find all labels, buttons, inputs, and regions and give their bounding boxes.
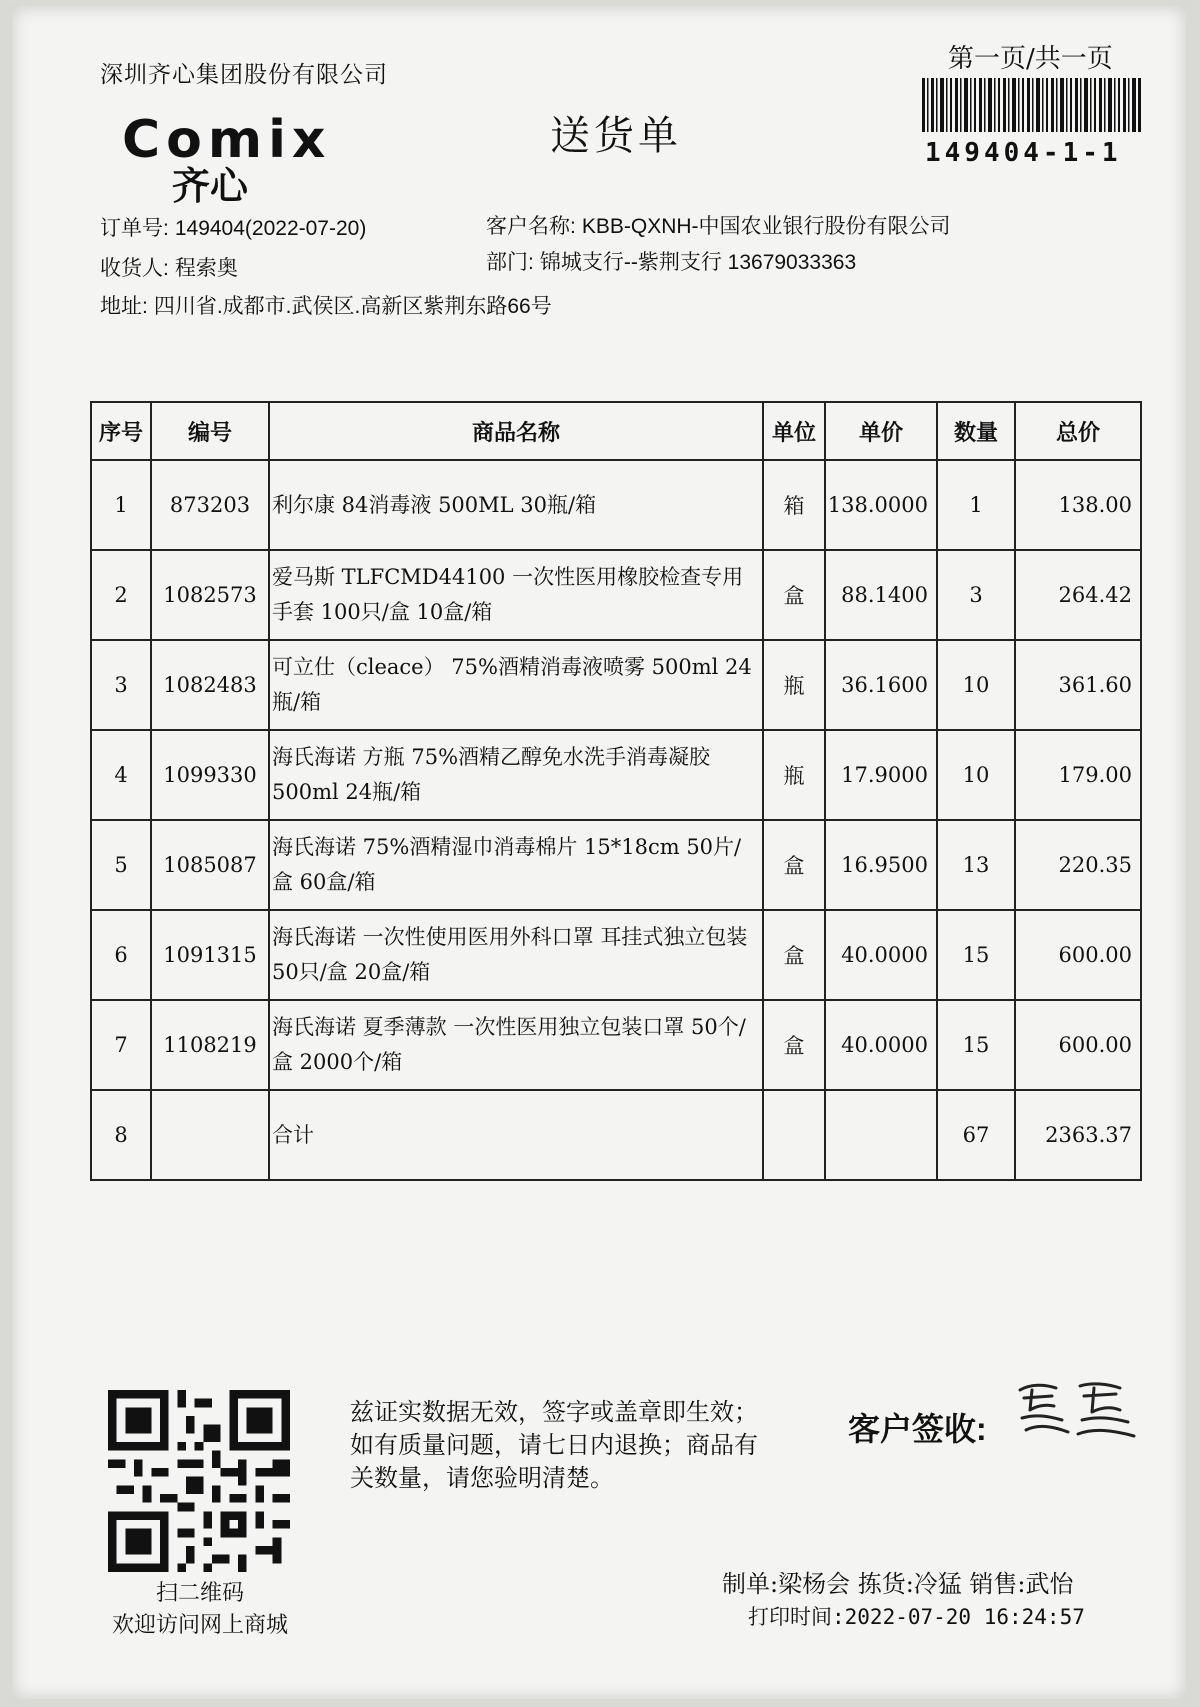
qr-caption-line-2: 欢迎访问网上商城	[111, 1612, 288, 1638]
cell-product-name: 海氏海诺 75%酒精湿巾消毒棉片 15*18cm 50片/盒 60盒/箱	[269, 820, 763, 910]
page-info: 第一页/共一页	[948, 44, 1113, 74]
cell-total: 179.00	[1015, 730, 1141, 820]
department-value: 锦城支行--紫荆支行 13679033363	[539, 251, 857, 274]
table-header-row	[91, 402, 1141, 460]
column-header: 商品名称	[269, 402, 763, 460]
cell-quantity: 15	[937, 910, 1015, 1000]
order-number-label: 订单号:	[100, 217, 169, 240]
cell-seq: 2	[91, 550, 151, 640]
cell-seq: 8	[91, 1090, 151, 1180]
cell-product-name: 海氏海诺 方瓶 75%酒精乙醇免水洗手消毒凝胶 500ml 24瓶/箱	[269, 730, 763, 820]
cell-unit-price: 40.0000	[825, 1000, 937, 1090]
cell-seq: 3	[91, 640, 151, 730]
delivery-note-paper	[12, 6, 1186, 1699]
cell-summary-label: 合计	[269, 1090, 763, 1180]
cell-product-name: 爱马斯 TLFCMD44100 一次性医用橡胶检查专用手套 100只/盒 10盒/箱	[269, 550, 763, 640]
cell-code: 1099330	[151, 730, 269, 820]
table-row	[91, 550, 1141, 640]
handwritten-signature-icon	[1012, 1376, 1142, 1446]
cell-unit: 盒	[763, 820, 825, 910]
cell-code	[151, 1090, 269, 1180]
department-label: 部门:	[486, 251, 534, 274]
notice-text: 兹证实数据无效，签字或盖章即生效；如有质量问题，请七日内退换；商品有关数量，请您验明清楚。	[350, 1399, 758, 1493]
cell-code: 1082483	[151, 640, 269, 730]
cell-total: 138.00	[1015, 460, 1141, 550]
receiver-row	[100, 252, 238, 282]
cell-code: 1108219	[151, 1000, 269, 1090]
cell-unit-price: 17.9000	[825, 730, 937, 820]
order-number-row	[100, 212, 366, 242]
receiver-value: 程索奥	[174, 257, 238, 280]
qr-caption	[92, 1578, 308, 1642]
cell-unit: 箱	[763, 460, 825, 550]
cell-unit: 瓶	[763, 730, 825, 820]
cell-seq: 7	[91, 1000, 151, 1090]
column-header: 总价	[1015, 402, 1141, 460]
cell-total: 600.00	[1015, 910, 1141, 1000]
order-number-value: 149404(2022-07-20)	[174, 217, 367, 240]
cell-product-name: 可立仕（cleace） 75%酒精消毒液喷雾 500ml 24瓶/箱	[269, 640, 763, 730]
address-row	[100, 290, 552, 320]
column-header: 编号	[151, 402, 269, 460]
cell-quantity: 10	[937, 730, 1015, 820]
cell-unit-price: 138.0000	[825, 460, 937, 550]
cell-unit	[763, 1090, 825, 1180]
cell-code: 1082573	[151, 550, 269, 640]
table-row	[91, 910, 1141, 1000]
cell-seq: 1	[91, 460, 151, 550]
cell-total: 264.42	[1015, 550, 1141, 640]
cell-grand-total: 2363.37	[1015, 1090, 1141, 1180]
logo-chinese: 齐心	[172, 164, 249, 208]
cell-unit: 瓶	[763, 640, 825, 730]
receiver-label: 收货人:	[100, 257, 169, 280]
table-row	[91, 1000, 1141, 1090]
cell-quantity: 15	[937, 1000, 1015, 1090]
company-name: 深圳齐心集团股份有限公司	[100, 61, 388, 87]
barcode-number: 149404-1-1	[925, 138, 1122, 168]
cell-product-name: 海氏海诺 一次性使用医用外科口罩 耳挂式独立包装 50只/盒 20盒/箱	[269, 910, 763, 1000]
table-row	[91, 460, 1141, 550]
goods-table	[90, 401, 1142, 1181]
column-header: 单价	[825, 402, 937, 460]
column-header: 数量	[937, 402, 1015, 460]
cell-unit: 盒	[763, 550, 825, 640]
document-title: 送货单	[550, 114, 682, 158]
cell-unit-price	[825, 1090, 937, 1180]
cell-quantity-total: 67	[937, 1090, 1015, 1180]
cell-code: 1091315	[151, 910, 269, 1000]
cell-unit-price: 36.1600	[825, 640, 937, 730]
qr-code-icon	[108, 1390, 290, 1572]
cell-unit: 盒	[763, 1000, 825, 1090]
cell-product-name: 利尔康 84消毒液 500ML 30瓶/箱	[269, 460, 763, 550]
cell-total: 361.60	[1015, 640, 1141, 730]
table-row	[91, 640, 1141, 730]
cell-unit-price: 16.9500	[825, 820, 937, 910]
customer-label: 客户名称:	[486, 215, 576, 238]
department-row	[486, 246, 856, 276]
customer-signature-label: 客户签收:	[848, 1411, 987, 1447]
cell-quantity: 13	[937, 820, 1015, 910]
cell-code: 1085087	[151, 820, 269, 910]
cell-seq: 4	[91, 730, 151, 820]
customer-value: KBB-QXNH-中国农业银行股份有限公司	[581, 215, 951, 238]
cell-quantity: 3	[937, 550, 1015, 640]
cell-product-name: 海氏海诺 夏季薄款 一次性医用独立包装口罩 50个/盒 2000个/箱	[269, 1000, 763, 1090]
print-time: 打印时间:2022-07-20 16:24:57	[748, 1605, 1085, 1629]
cell-unit-price: 40.0000	[825, 910, 937, 1000]
address-value: 四川省.成都市.武侯区.高新区紫荆东路66号	[153, 295, 552, 318]
cell-quantity: 1	[937, 460, 1015, 550]
logo-english: Comix	[122, 110, 332, 170]
qr-caption-line-1: 扫二维码	[155, 1581, 244, 1606]
comix-logo	[122, 110, 352, 214]
table-summary-row	[91, 1090, 1141, 1180]
cell-unit: 盒	[763, 910, 825, 1000]
cell-seq: 5	[91, 820, 151, 910]
address-label: 地址:	[100, 295, 148, 318]
cell-total: 220.35	[1015, 820, 1141, 910]
staff-info: 制单:梁杨会 拣货:冷猛 销售:武怡	[722, 1570, 1074, 1598]
column-header: 序号	[91, 402, 151, 460]
cell-unit-price: 88.1400	[825, 550, 937, 640]
cell-seq: 6	[91, 910, 151, 1000]
column-header: 单位	[763, 402, 825, 460]
cell-code: 873203	[151, 460, 269, 550]
barcode-icon	[922, 78, 1142, 132]
table-row	[91, 730, 1141, 820]
table-row	[91, 820, 1141, 910]
cell-total: 600.00	[1015, 1000, 1141, 1090]
cell-quantity: 10	[937, 640, 1015, 730]
customer-row	[486, 210, 951, 240]
